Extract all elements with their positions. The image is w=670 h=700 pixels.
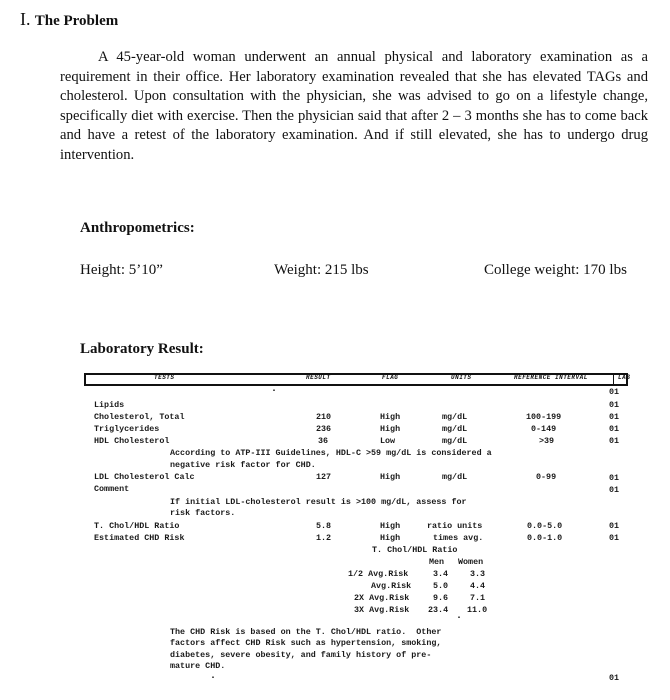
risk-row-label: 3X Avg.Risk <box>354 605 410 615</box>
row-result: 210 <box>316 412 332 422</box>
risk-table-title: T. Chol/HDL Ratio <box>372 545 458 555</box>
lab-mark-lipids: 01 <box>609 400 620 410</box>
row-flag: High <box>380 424 401 434</box>
risk-row-women: 4.4 <box>470 581 486 591</box>
row-units: mg/dL <box>442 436 468 446</box>
lab-mark-comment: 01 <box>609 485 620 495</box>
row-lab: 01 <box>609 412 620 422</box>
lab-mark-bottom: 01 <box>609 673 620 683</box>
ldl-note-line-2: risk factors. <box>170 508 236 518</box>
row-flag: Low <box>380 436 396 446</box>
weight-value: Weight: 215 lbs <box>274 262 369 278</box>
row-flag: High <box>380 533 401 543</box>
col-header-tests: TESTS <box>154 374 175 381</box>
row-units: mg/dL <box>442 472 468 482</box>
row-flag: High <box>380 521 401 531</box>
row-result: 36 <box>318 436 329 446</box>
lab-column-divider <box>613 373 614 386</box>
row-flag: High <box>380 472 401 482</box>
row-result: 1.2 <box>316 533 332 543</box>
lab-report <box>84 373 631 693</box>
row-test: T. Chol/HDL Ratio <box>94 521 180 531</box>
problem-paragraph-text: A 45-year-old woman underwent an annual physical and laboratory examination as a requirement in their office. Her laboratory examination revealed that she has elevated TAGs and cholesterol. Upon consultation with the physician, she was advised to go on a lifestyle change, specifically diet with exercise. Then the physician said that after 2 – 3 months she has to come back and have a retest of the laboratory examination. And if still elevated, she has to undergo drug intervention. <box>60 49 648 163</box>
laboratory-heading: Laboratory Result: <box>80 341 204 357</box>
risk-row-label: Avg.Risk <box>371 581 412 591</box>
height-value: Height: 5’10” <box>80 262 163 278</box>
row-lab: 01 <box>609 473 620 483</box>
row-units: times avg. <box>433 533 484 543</box>
row-lab: 01 <box>609 533 620 543</box>
dot-mark: . <box>456 611 463 622</box>
section-title: The Problem <box>34 13 119 29</box>
risk-row-label: 1/2 Avg.Risk <box>348 569 409 579</box>
problem-paragraph <box>60 48 648 166</box>
lab-mark-top: 01 <box>609 387 620 397</box>
dot-mark: . <box>271 384 278 395</box>
row-test: LDL Cholesterol Calc <box>94 472 195 482</box>
risk-row-men: 3.4 <box>433 569 449 579</box>
row-reference: 0-99 <box>536 472 557 482</box>
row-lab: 01 <box>609 436 620 446</box>
col-header-lab: LAB <box>618 374 631 381</box>
row-reference: 0.0-5.0 <box>527 521 563 531</box>
chd-note-line-4: mature CHD. <box>170 661 226 671</box>
risk-row-women: 11.0 <box>467 605 488 615</box>
row-test: Triglycerides <box>94 424 160 434</box>
section-heading <box>20 9 118 30</box>
row-units: mg/dL <box>442 424 468 434</box>
atp-note-line-1: According to ATP-III Guidelines, HDL-C >59 mg/dL is considered a <box>170 448 492 458</box>
row-result: 236 <box>316 424 332 434</box>
row-reference: 0-149 <box>531 424 557 434</box>
risk-row-men: 23.4 <box>428 605 449 615</box>
dot-mark: . <box>210 671 217 682</box>
atp-note-line-2: negative risk factor for CHD. <box>170 460 316 470</box>
risk-row-label: 2X Avg.Risk <box>354 593 410 603</box>
row-test: HDL Cholesterol <box>94 436 170 446</box>
col-header-flag: FLAG <box>382 374 399 381</box>
section-lipids: Lipids <box>94 400 125 410</box>
section-number: I. <box>20 9 31 29</box>
risk-table-women-header: Women <box>458 557 484 567</box>
risk-table-men-header: Men <box>429 557 445 567</box>
row-result: 127 <box>316 472 332 482</box>
row-lab: 01 <box>609 521 620 531</box>
risk-row-men: 5.0 <box>433 581 449 591</box>
college-weight-value: College weight: 170 lbs <box>484 262 627 278</box>
risk-row-women: 3.3 <box>470 569 486 579</box>
row-units: mg/dL <box>442 412 468 422</box>
row-test: Estimated CHD Risk <box>94 533 185 543</box>
row-units: ratio units <box>427 521 483 531</box>
row-lab: 01 <box>609 424 620 434</box>
row-result: 5.8 <box>316 521 332 531</box>
anthropometrics-heading: Anthropometrics: <box>80 220 195 236</box>
chd-note-line-2: factors affect CHD Risk such as hypertension, smoking, <box>170 638 442 648</box>
row-reference: >39 <box>539 436 555 446</box>
row-test: Cholesterol, Total <box>94 412 185 422</box>
risk-row-women: 7.1 <box>470 593 486 603</box>
col-header-units: UNITS <box>451 374 472 381</box>
chd-note-line-1: The CHD Risk is based on the T. Chol/HDL ratio. Other <box>170 627 442 637</box>
col-header-result: RESULT <box>306 374 331 381</box>
row-reference: 100-199 <box>526 412 562 422</box>
col-header-reference: REFERENCE INTERVAL <box>514 374 588 381</box>
ldl-note-line-1: If initial LDL-cholesterol result is >100 mg/dL, assess for <box>170 497 467 507</box>
risk-row-men: 9.6 <box>433 593 449 603</box>
row-flag: High <box>380 412 401 422</box>
chd-note-line-3: diabetes, severe obesity, and family history of pre- <box>170 650 432 660</box>
comment-label: Comment <box>94 484 130 494</box>
row-reference: 0.0-1.0 <box>527 533 563 543</box>
